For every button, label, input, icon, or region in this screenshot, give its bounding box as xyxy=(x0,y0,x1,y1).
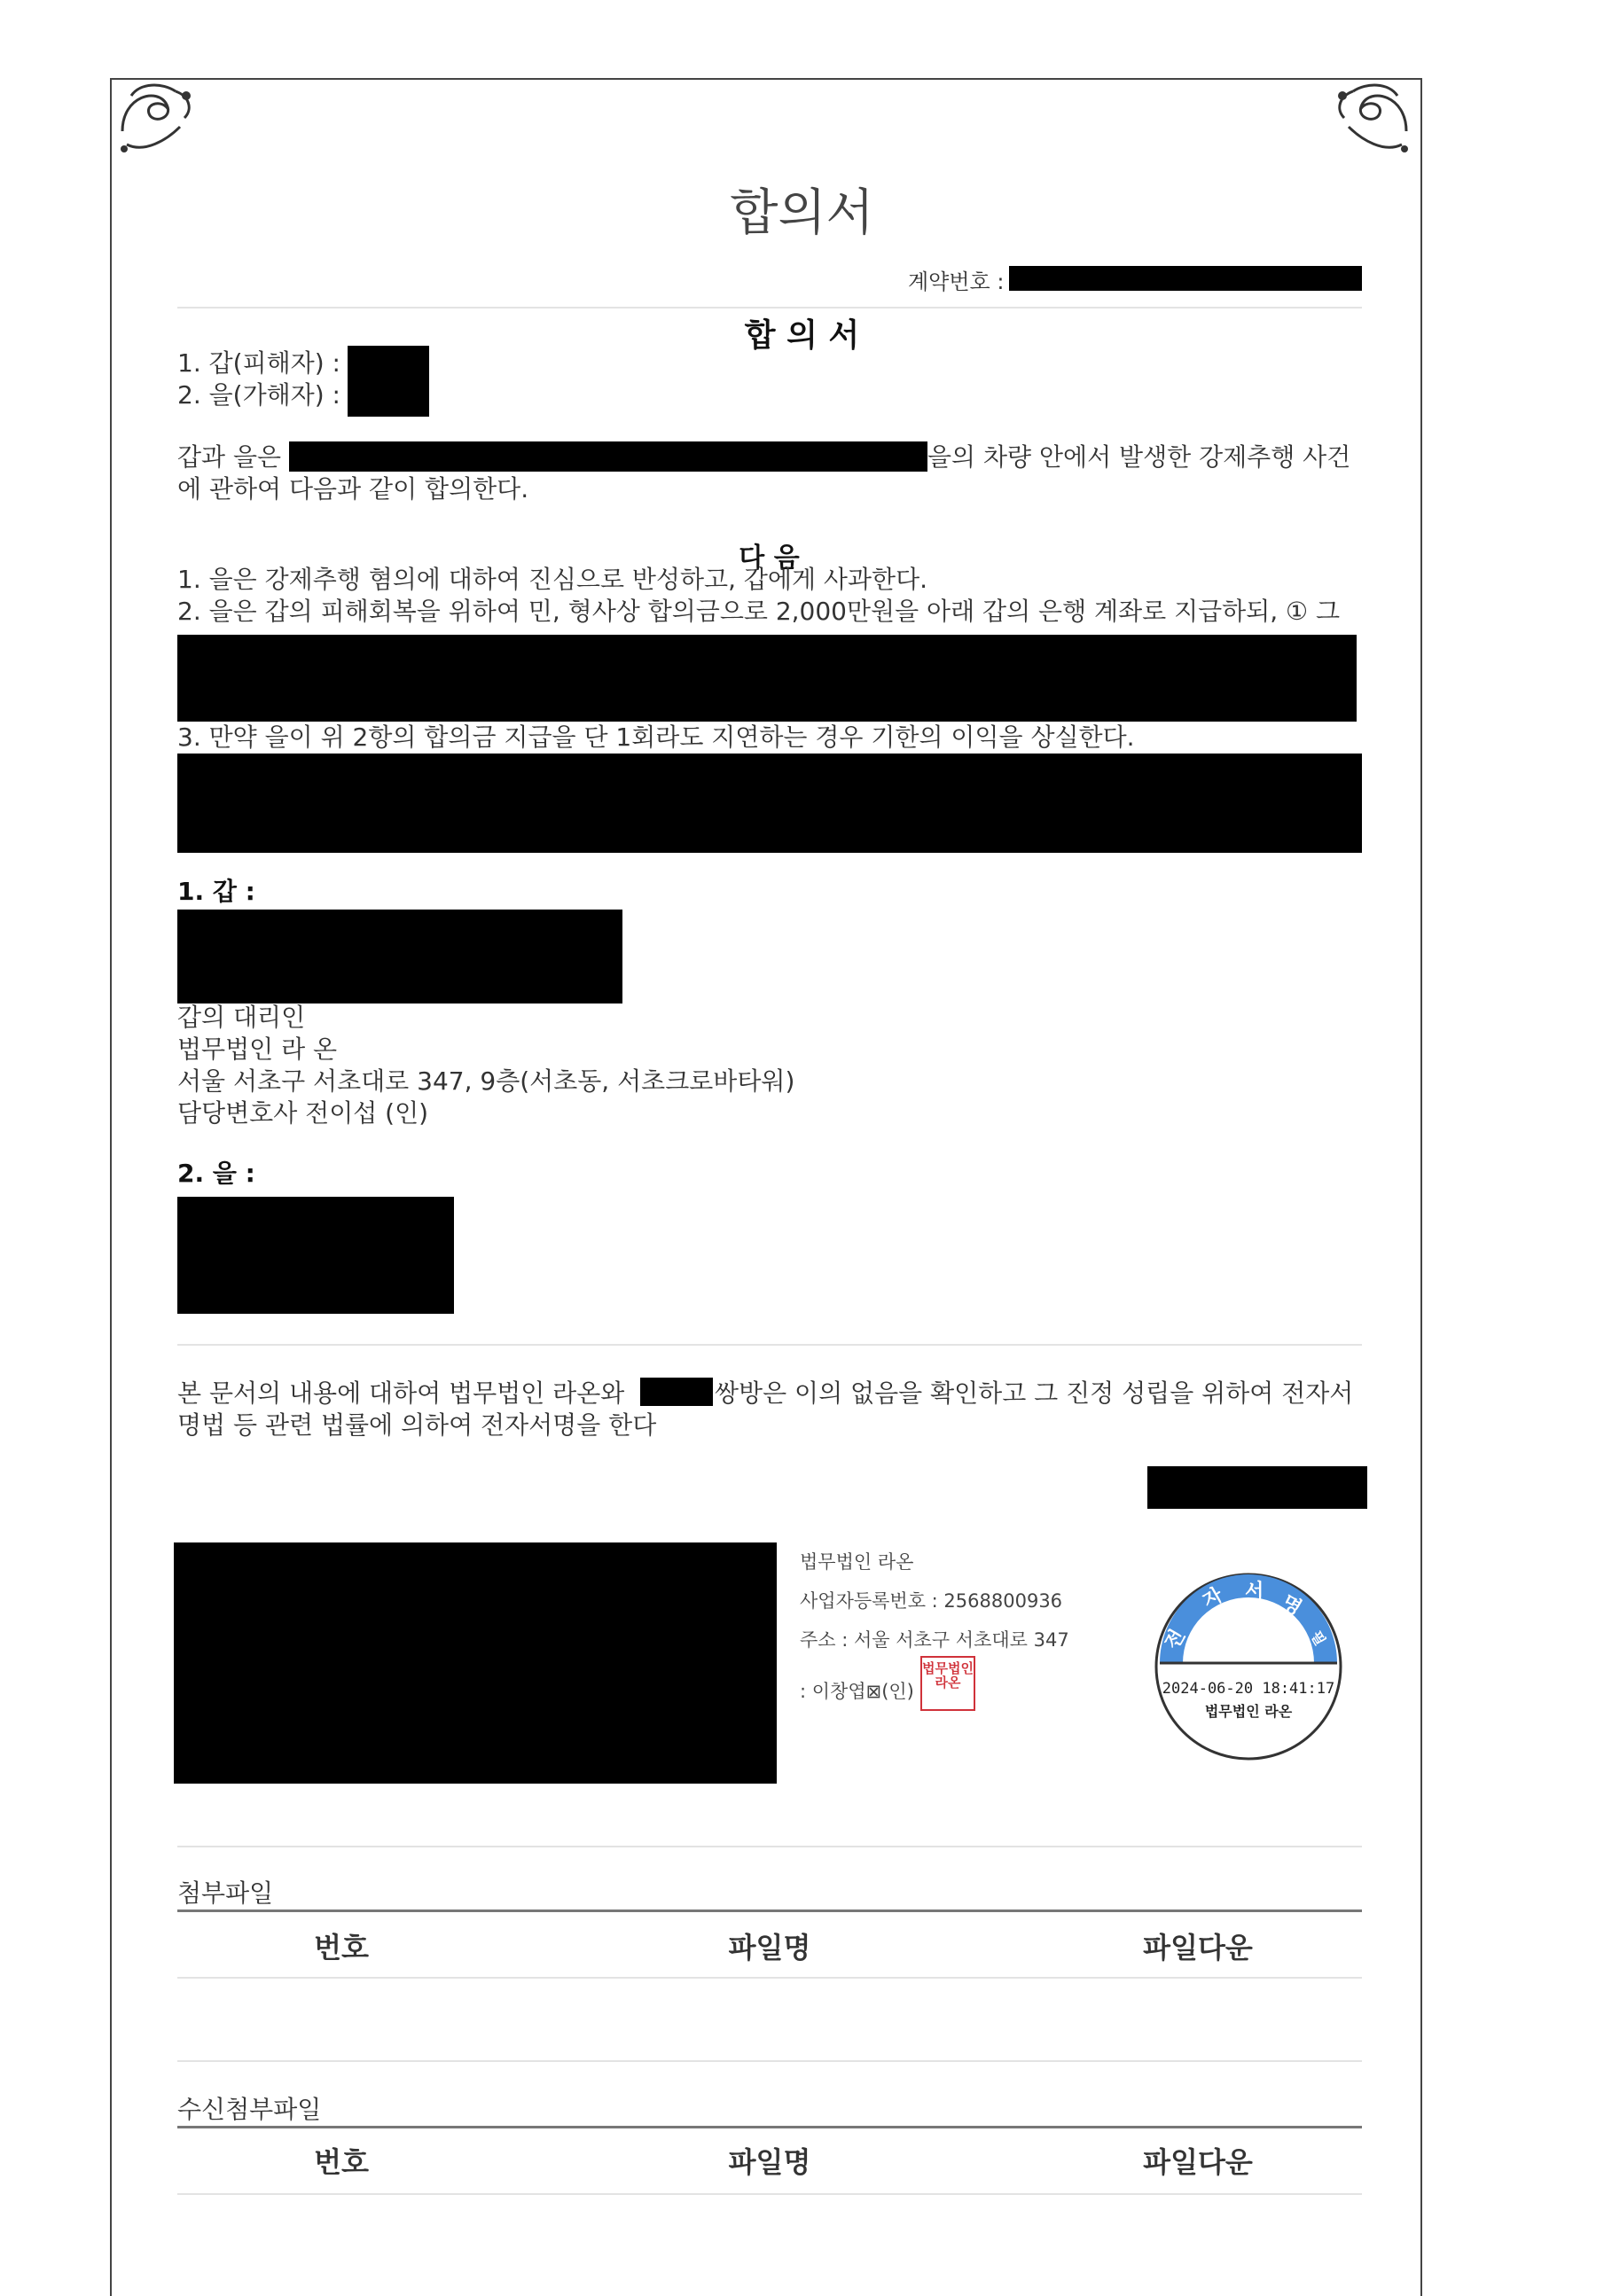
company-registration: 사업자등록번호 : 2568800936 xyxy=(800,1590,1063,1612)
clause-1: 1. 을은 강제추행 혐의에 대하여 진심으로 반성하고, 갑에게 사과한다. xyxy=(177,565,928,594)
table-row-divider xyxy=(177,1977,1362,1979)
next-heading: 다 음 xyxy=(739,543,800,574)
confirmation-end: 쌍방은 이의 없음을 확인하고 그 진정 성립을 위하여 전자서 xyxy=(715,1378,1354,1408)
corner-ornament-left-icon xyxy=(113,78,202,158)
seal-name: 법무법인 라온 xyxy=(1204,1703,1293,1720)
redacted-signature-block xyxy=(174,1542,777,1784)
company-name: 법무법인 라온 xyxy=(800,1551,914,1573)
table-row-divider xyxy=(177,2060,1362,2062)
column-header-number: 번호 xyxy=(314,1931,369,1964)
column-header-download: 파일다운 xyxy=(1143,2145,1253,2179)
redacted-intro xyxy=(289,441,927,472)
party-a-heading: 1. 갑 : xyxy=(177,877,255,906)
redacted-confirmation-name xyxy=(640,1378,713,1406)
page-title: 합의서 xyxy=(730,184,874,242)
company-address: 주소 : 서울 서초구 서초대로 347 xyxy=(800,1629,1069,1651)
table-header-rule xyxy=(177,1909,1362,1912)
divider xyxy=(177,1344,1362,1346)
column-header-number: 번호 xyxy=(314,2145,369,2179)
agent-line: 갑의 대리인 xyxy=(177,1003,306,1032)
intro-text-line2: 에 관하여 다음과 같이 합의한다. xyxy=(177,474,529,504)
redacted-signature xyxy=(1147,1466,1367,1509)
confirmation-line2: 명법 등 관련 법률에 의하여 전자서명을 한다 xyxy=(177,1410,657,1440)
confirmation-start: 본 문서의 내용에 대하여 법무법인 라온와 xyxy=(177,1378,625,1408)
party-a-line: 1. 갑(피해자) : xyxy=(177,348,340,378)
divider xyxy=(177,1846,1362,1847)
party-b-line: 2. 을(가해자) : xyxy=(177,380,340,410)
seal-arc-char: 서 xyxy=(1245,1581,1264,1603)
intro-text-start: 갑과 을은 xyxy=(177,442,282,472)
redacted-party-names xyxy=(348,346,429,417)
table-header-rule xyxy=(177,2126,1362,2128)
column-header-download: 파일다운 xyxy=(1143,1931,1253,1964)
seal-arc-char: 전 xyxy=(1161,1626,1190,1653)
seal-timestamp: 2024-06-20 18:41:17 xyxy=(1162,1680,1335,1698)
divider xyxy=(177,307,1362,308)
redacted-party-b-info xyxy=(177,1197,454,1314)
redacted-contract-number xyxy=(1009,266,1362,291)
table-row-divider xyxy=(177,2193,1362,2195)
received-attachments-title: 수신첨부파일 xyxy=(177,2095,322,2124)
agent-lawyer: 담당변호사 전이섭 (인) xyxy=(177,1098,429,1128)
company-stamp: 법무법인라온 xyxy=(920,1656,975,1711)
contract-number-label: 계약번호 : xyxy=(908,269,1005,294)
agent-address: 서울 서초구 서초대로 347, 9층(서초동, 서초크로바타워) xyxy=(177,1066,795,1096)
company-representative: : 이창엽⊠(인) xyxy=(800,1681,914,1702)
corner-ornament-right-icon xyxy=(1326,78,1415,158)
seal-arc-char: 명 xyxy=(1278,1591,1305,1620)
clause-3: 3. 만약 을이 위 2항의 합의금 지급을 단 1회라도 지연하는 경우 기한의 이익을 상실한다. xyxy=(177,722,1135,752)
document-heading: 합 의 서 xyxy=(744,317,860,354)
redacted-clause-2 xyxy=(177,635,1357,722)
electronic-signature-seal-icon xyxy=(1151,1569,1346,1764)
column-header-filename: 파일명 xyxy=(728,1931,811,1964)
intro-text-end: 을의 차량 안에서 발생한 강제추행 사건 xyxy=(927,442,1351,472)
column-header-filename: 파일명 xyxy=(728,2145,811,2179)
attachments-title: 첨부파일 xyxy=(177,1878,274,1908)
seal-arc-char: 필 xyxy=(1307,1628,1329,1649)
party-b-heading: 2. 을 : xyxy=(177,1159,255,1188)
redacted-party-a-info xyxy=(177,910,622,1004)
redacted-clause-4 xyxy=(177,754,1362,853)
clause-2: 2. 을은 갑의 피해회복을 위하여 민, 형사상 합의금으로 2,000만원을 아래 갑의 은행 계좌로 지급하되, ① 그 xyxy=(177,597,1341,626)
agent-firm: 법무법인 라 온 xyxy=(177,1035,338,1064)
seal-arc-char: 자 xyxy=(1199,1583,1227,1613)
